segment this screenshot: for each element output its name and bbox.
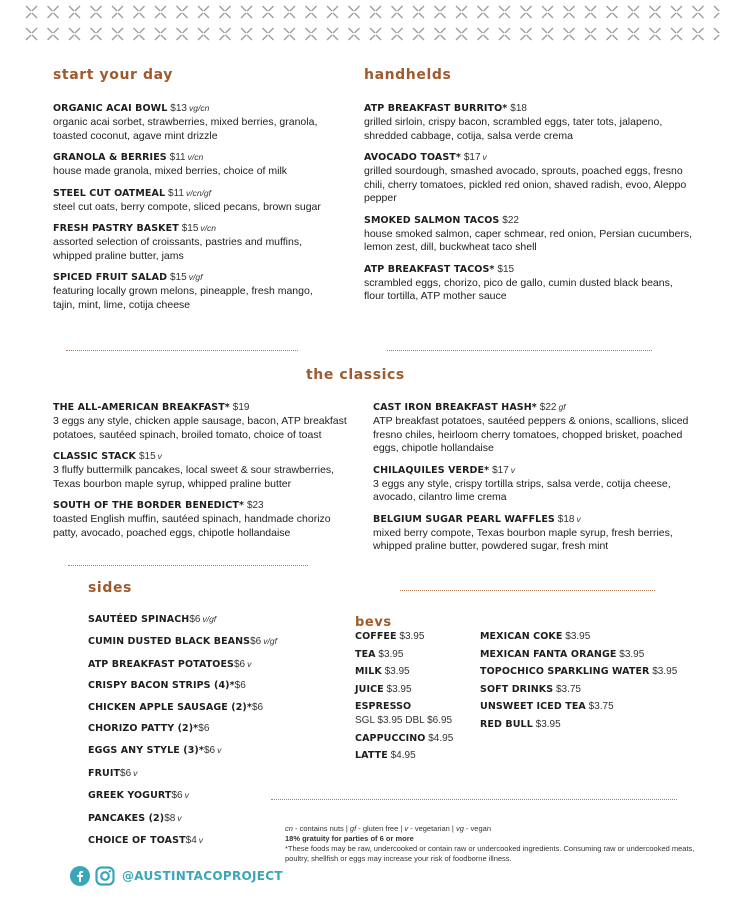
pattern-mark	[327, 6, 338, 18]
beverage-item	[355, 700, 475, 727]
menu-item-price: $17	[492, 464, 509, 476]
menu-item-description: mixed berry compote, Texas bourbon maple syrup, fresh berries, whipped praline butter, powdered sugar, fresh mint	[373, 526, 673, 552]
pattern-mark	[284, 28, 295, 40]
beverage-name: MILK	[355, 666, 382, 677]
beverage-name: RED BULL	[480, 718, 533, 730]
side-item-name: EGGS ANY STYLE (3)*	[88, 745, 204, 757]
dietary-tags: v	[576, 513, 581, 524]
menu-item-description: 3 eggs any style, crispy tortilla strips, salsa verde, cotija cheese, avocado, cilantro lime crema	[373, 477, 671, 503]
beverage-price: $3.95	[565, 631, 591, 642]
pattern-mark	[306, 28, 317, 40]
social-handle[interactable]: @AUSTINTACOPROJECT	[122, 869, 283, 883]
side-item	[88, 657, 328, 672]
dietary-tags: v/cn/gf	[185, 187, 212, 198]
pattern-mark	[650, 6, 661, 18]
classics-right-list	[373, 401, 703, 562]
beverage-item	[355, 665, 475, 678]
menu-item-name: STEEL CUT OATMEAL	[53, 187, 166, 199]
pattern-mark	[263, 28, 274, 40]
beverage-price: $3.95	[384, 666, 410, 677]
pattern-mark	[542, 6, 553, 18]
menu-item-name: CHILAQUILES VERDE*	[373, 464, 490, 476]
menu-item-price: $11	[168, 187, 184, 199]
beverage-item	[480, 665, 700, 678]
pattern-mark	[48, 6, 59, 18]
menu-item-header	[53, 187, 333, 200]
side-item-price: $6	[251, 701, 264, 713]
beverage-item	[480, 700, 700, 713]
menu-item-header	[53, 102, 333, 115]
beverage-price: $3.75	[555, 683, 581, 695]
menu-item-price: $15	[138, 451, 156, 462]
side-item	[88, 701, 328, 715]
beverage-name: JUICE	[355, 683, 384, 695]
pattern-mark	[650, 28, 661, 40]
menu-item-header	[364, 102, 694, 115]
dietary-tags: v/gf	[202, 614, 217, 624]
pattern-mark	[220, 6, 231, 18]
side-item-name: GREEK YOGURT	[88, 790, 172, 802]
side-item-price: $6	[171, 790, 183, 802]
menu-item	[373, 464, 703, 505]
pattern-mark	[112, 28, 123, 40]
section-title-classics: the classics	[306, 367, 405, 383]
pattern-mark	[607, 6, 618, 18]
menu-item-price: $17	[463, 152, 481, 163]
menu-item-price: $15	[181, 223, 199, 234]
side-item	[88, 679, 328, 693]
dietary-tags: v	[510, 464, 516, 475]
side-item	[88, 788, 328, 803]
menu-item-description: organic acai sorbet, strawberries, mixed berries, granola, toasted coconut, agave mint drizzle	[53, 116, 318, 142]
pattern-mark	[327, 28, 338, 40]
menu-item	[53, 151, 333, 179]
side-item-name: PANCAKES (2)	[88, 812, 165, 824]
menu-item-name: ORGANIC ACAI BOWL	[53, 103, 168, 114]
side-item-price: $6	[234, 680, 246, 692]
pattern-mark	[177, 28, 188, 40]
pattern-mark	[671, 28, 682, 40]
pattern-mark	[671, 6, 682, 18]
dietary-tags: vg/cn	[188, 103, 210, 113]
menu-item-header	[53, 222, 333, 235]
pattern-mark	[26, 28, 37, 40]
menu-item-header	[53, 450, 353, 463]
pattern-mark	[456, 6, 467, 18]
legend-keys: cn - contains nuts | gf - gluten free | v - vegetarian | vg - vegan	[285, 824, 491, 833]
menu-item-description: ATP breakfast potatoes, sautéed peppers & onions, scallions, sliced fresno chiles, heirloom cherry tomatoes, chopped brisket, poached eggs, chipotle hollandaise	[373, 415, 689, 454]
side-item	[88, 766, 328, 781]
menu-item-header	[364, 151, 694, 164]
header-pattern	[20, 0, 720, 44]
pattern-mark	[542, 28, 553, 40]
beverage-name: UNSWEET ICED TEA	[480, 701, 586, 712]
pattern-mark	[456, 28, 467, 40]
side-item-name: ATP BREAKFAST POTATOES	[88, 658, 234, 670]
beverage-item	[480, 630, 700, 643]
menu-item-price: $15	[497, 263, 515, 275]
dietary-tags: v	[157, 451, 162, 461]
side-item-price: $4	[185, 834, 197, 846]
classics-left-list	[53, 401, 353, 548]
pattern-mark	[91, 6, 102, 18]
pattern-mark	[392, 28, 403, 40]
beverage-name: MEXICAN FANTA ORANGE	[480, 648, 617, 660]
menu-item	[53, 271, 333, 312]
beverage-item	[480, 683, 700, 696]
menu-item-price: $23	[246, 500, 264, 511]
pattern-mark	[628, 6, 639, 18]
side-item-name: CRISPY BACON STRIPS (4)*	[88, 680, 235, 692]
menu-item-name: SMOKED SALMON TACOS	[364, 214, 500, 226]
menu-item-description: featuring locally grown melons, pineapple, fresh mango, tajin, mint, lime, cotija cheese	[53, 285, 313, 311]
pattern-mark	[241, 6, 252, 18]
menu-item	[53, 102, 333, 143]
pattern-mark	[628, 28, 639, 40]
menu-item-description: 3 fluffy buttermilk pancakes, local sweet & sour strawberries, Texas bourbon maple syrup, whipped praline butter	[53, 464, 335, 490]
pattern-mark	[607, 28, 618, 40]
menu-item-price: $18	[510, 103, 527, 114]
beverage-price: $3.95	[386, 683, 412, 695]
dietary-tags: v	[177, 812, 182, 823]
pattern-mark	[478, 28, 489, 40]
handhelds-list	[364, 102, 694, 312]
beverage-item	[480, 648, 700, 661]
menu-item	[364, 263, 694, 304]
menu-item	[373, 401, 703, 456]
gratuity-note: 18% gratuity for parties of 6 or more	[285, 834, 414, 843]
menu-item-name: CLASSIC STACK	[53, 451, 137, 462]
pattern-mark	[413, 6, 424, 18]
dietary-tags: v	[198, 834, 204, 845]
section-title-handhelds: handhelds	[364, 67, 452, 83]
side-item	[88, 722, 328, 736]
side-item-price: $6	[234, 658, 246, 670]
beverage-name: SOFT DRINKS	[480, 683, 554, 695]
dietary-tags: v/cn	[187, 152, 204, 162]
side-item	[88, 612, 328, 627]
beverage-item	[355, 732, 475, 745]
side-item-name: FRUIT	[88, 767, 121, 779]
sides-list	[88, 612, 328, 855]
menu-item-name: ATP BREAKFAST BURRITO*	[364, 103, 508, 114]
beverage-item	[480, 718, 700, 731]
pattern-mark	[693, 6, 704, 18]
menu-item-description: steel cut oats, berry compote, sliced pecans, brown sugar	[53, 200, 321, 213]
menu-item-name: ATP BREAKFAST TACOS*	[364, 263, 495, 275]
pattern-mark	[435, 28, 446, 40]
pattern-mark	[48, 28, 59, 40]
menu-item-description: house smoked salmon, caper schmear, red onion, Persian cucumbers, lemon zest, dill, buckwheat taco shell	[364, 227, 692, 253]
menu-item	[53, 401, 353, 442]
menu-item	[53, 499, 353, 540]
side-item	[88, 634, 328, 649]
pattern-mark	[220, 28, 231, 40]
pattern-mark	[134, 6, 145, 18]
pattern-mark	[521, 28, 532, 40]
menu-item	[364, 214, 694, 255]
pattern-mark	[564, 28, 575, 40]
pattern-mark	[370, 6, 381, 18]
pattern-mark	[392, 6, 403, 18]
beverage-name: CAPPUCCINO	[355, 732, 426, 744]
beverage-item	[355, 749, 475, 762]
beverage-price: $4.95	[428, 732, 454, 744]
menu-item-header	[373, 464, 703, 477]
menu-item-description: toasted English muffin, sautéed spinach, handmade chorizo patty, avocado, poached eggs, chipotle hollandaise	[53, 513, 331, 539]
pattern-mark	[499, 28, 510, 40]
side-item-price: $6	[189, 614, 201, 625]
menu-item-header	[53, 499, 353, 512]
side-item-price: $6	[203, 745, 216, 757]
pattern-mark	[499, 6, 510, 18]
dietary-tags: v/gf	[188, 272, 203, 282]
pattern-mark	[585, 28, 596, 40]
side-item-price: $6	[250, 636, 262, 648]
pattern-mark	[306, 6, 317, 18]
pattern-mark	[69, 6, 80, 18]
beverage-name: TOPOCHICO SPARKLING WATER	[480, 666, 650, 677]
beverage-price: $3.95	[399, 631, 425, 642]
menu-item	[364, 102, 694, 143]
beverage-item	[355, 683, 475, 696]
menu-item-price: $15	[170, 272, 187, 283]
pattern-mark	[370, 28, 381, 40]
pattern-mark	[69, 28, 80, 40]
facebook-icon[interactable]	[70, 866, 90, 886]
dietary-tags: v/gf	[263, 636, 277, 647]
menu-item	[373, 513, 703, 554]
menu-item-price: $11	[169, 152, 186, 163]
menu-item	[53, 450, 353, 491]
dietary-tags: v/cn	[200, 223, 217, 233]
pattern-mark	[349, 6, 360, 18]
menu-item-description: assorted selection of croissants, pastries and muffins, whipped praline butter, jams	[53, 236, 303, 262]
beverage-name: TEA	[355, 648, 376, 660]
side-item-name: CUMIN DUSTED BLACK BEANS	[88, 636, 251, 648]
instagram-icon[interactable]	[95, 866, 115, 886]
beverage-price: $3.95	[535, 718, 561, 730]
menu-item-name: AVOCADO TOAST*	[364, 152, 461, 163]
dietary-tags: v	[184, 790, 189, 801]
side-item-price: $6	[198, 722, 210, 734]
menu-item-price: $22	[502, 214, 519, 226]
menu-item-price: $13	[170, 103, 187, 114]
pattern-mark	[198, 28, 209, 40]
menu-item-description: house made granola, mixed berries, choice of milk	[53, 165, 288, 177]
beverage-size-prices: SGL $3.95 DBL $6.95	[355, 715, 453, 726]
side-item-name: SAUTÉED SPINACH	[88, 614, 190, 625]
pattern-mark	[435, 6, 446, 18]
side-item-name: CHORIZO PATTY (2)*	[88, 722, 199, 734]
beverage-price: $3.95	[652, 666, 678, 677]
pattern-mark	[413, 28, 424, 40]
menu-item	[53, 222, 333, 263]
pattern-mark	[521, 6, 532, 18]
menu-item-name: SOUTH OF THE BORDER BENEDICT*	[53, 500, 245, 511]
menu-item-name: GRANOLA & BERRIES	[53, 152, 167, 163]
menu-item-name: SPICED FRUIT SALAD	[53, 272, 168, 283]
bevs-left-list	[355, 630, 475, 767]
menu-item-name: BELGIUM SUGAR PEARL WAFFLES	[373, 513, 555, 525]
divider	[66, 350, 298, 351]
bevs-right-list	[480, 630, 700, 735]
menu-item-name: FRESH PASTRY BASKET	[53, 223, 179, 234]
menu-item-price: $19	[232, 402, 250, 413]
divider	[68, 565, 308, 566]
pattern-mark	[26, 6, 37, 18]
menu-item-description: grilled sourdough, smashed avocado, sprouts, poached eggs, fresno chili, cherry tomatoes, pickled red onion, shaved radish, evoo, Aleppo pepper	[364, 165, 687, 204]
divider	[400, 590, 655, 591]
menu-item	[364, 151, 694, 206]
dietary-legend	[285, 824, 705, 864]
pattern-mark	[155, 28, 166, 40]
menu-item-price: $22	[539, 402, 557, 413]
section-title-start-your-day: start your day	[53, 67, 173, 83]
pattern-mark	[112, 6, 123, 18]
pattern-mark	[714, 6, 720, 18]
dietary-tags: v	[217, 745, 222, 756]
social-footer	[70, 865, 283, 887]
menu-item-header	[53, 401, 353, 414]
menu-item-description: grilled sirloin, crispy bacon, scrambled eggs, tater tots, jalapeno, shredded cabbage, cotija, salsa verde crema	[364, 116, 663, 142]
dietary-tags: v	[247, 658, 252, 669]
dietary-tags: gf	[558, 402, 566, 412]
beverage-name: COFFEE	[355, 631, 397, 642]
menu-item-header	[373, 513, 703, 526]
section-title-sides: sides	[88, 580, 132, 596]
pattern-mark	[134, 28, 145, 40]
food-disclaimer: *These foods may be raw, undercooked or contain raw or undercooked ingredients. Consuming raw or undercooked meats, poultry, shellfish or eggs may increase your risk of foodborne illness.	[285, 844, 695, 863]
pattern-mark	[693, 28, 704, 40]
menu-item-header	[364, 214, 694, 227]
divider	[271, 799, 677, 800]
beverage-name: ESPRESSO	[355, 701, 412, 712]
side-item	[88, 743, 328, 758]
menu-item-name: CAST IRON BREAKFAST HASH*	[373, 402, 537, 413]
pattern-mark	[198, 6, 209, 18]
menu-item-price: $18	[557, 513, 575, 525]
menu-item-header	[373, 401, 703, 414]
pattern-mark	[714, 28, 720, 40]
section-title-bevs: bevs	[355, 615, 392, 630]
side-item-price: $6	[120, 767, 132, 779]
dietary-tags: v	[133, 767, 138, 778]
beverage-price: $4.95	[390, 750, 416, 761]
beverage-name: MEXICAN COKE	[480, 631, 563, 642]
menu-item-description: 3 eggs any style, chicken apple sausage, bacon, ATP breakfast potatoes, sautéed spinach, broiled tomato, choice of toast	[53, 415, 347, 441]
beverage-item	[355, 648, 475, 661]
pattern-mark	[263, 6, 274, 18]
pattern-mark	[478, 6, 489, 18]
menu-item	[53, 187, 333, 215]
divider	[387, 350, 652, 351]
menu-item-description: scrambled eggs, chorizo, pico de gallo, cumin dusted black beans, flour tortilla, ATP mother sauce	[364, 276, 673, 302]
side-item-price: $8	[164, 812, 176, 824]
pattern-mark	[284, 6, 295, 18]
menu-item-header	[53, 271, 333, 284]
menu-item-header	[53, 151, 333, 164]
pattern-mark	[177, 6, 188, 18]
beverage-price: $3.95	[619, 648, 645, 660]
side-item-name: CHOICE OF TOAST	[88, 834, 186, 846]
dietary-tags: v	[482, 152, 487, 162]
pattern-mark	[91, 28, 102, 40]
pattern-mark	[155, 6, 166, 18]
pattern-mark	[564, 6, 575, 18]
beverage-name: LATTE	[355, 750, 388, 761]
menu-item-header	[364, 263, 694, 276]
menu-item-name: THE ALL-AMERICAN BREAKFAST*	[53, 402, 230, 413]
beverage-price: $3.95	[378, 648, 404, 660]
side-item-name: CHICKEN APPLE SAUSAGE (2)*	[88, 701, 252, 713]
pattern-mark	[349, 28, 360, 40]
beverage-price: $3.75	[588, 701, 614, 712]
pattern-mark	[241, 28, 252, 40]
pattern-mark	[585, 6, 596, 18]
start-your-day-list	[53, 102, 333, 320]
beverage-item	[355, 630, 475, 643]
